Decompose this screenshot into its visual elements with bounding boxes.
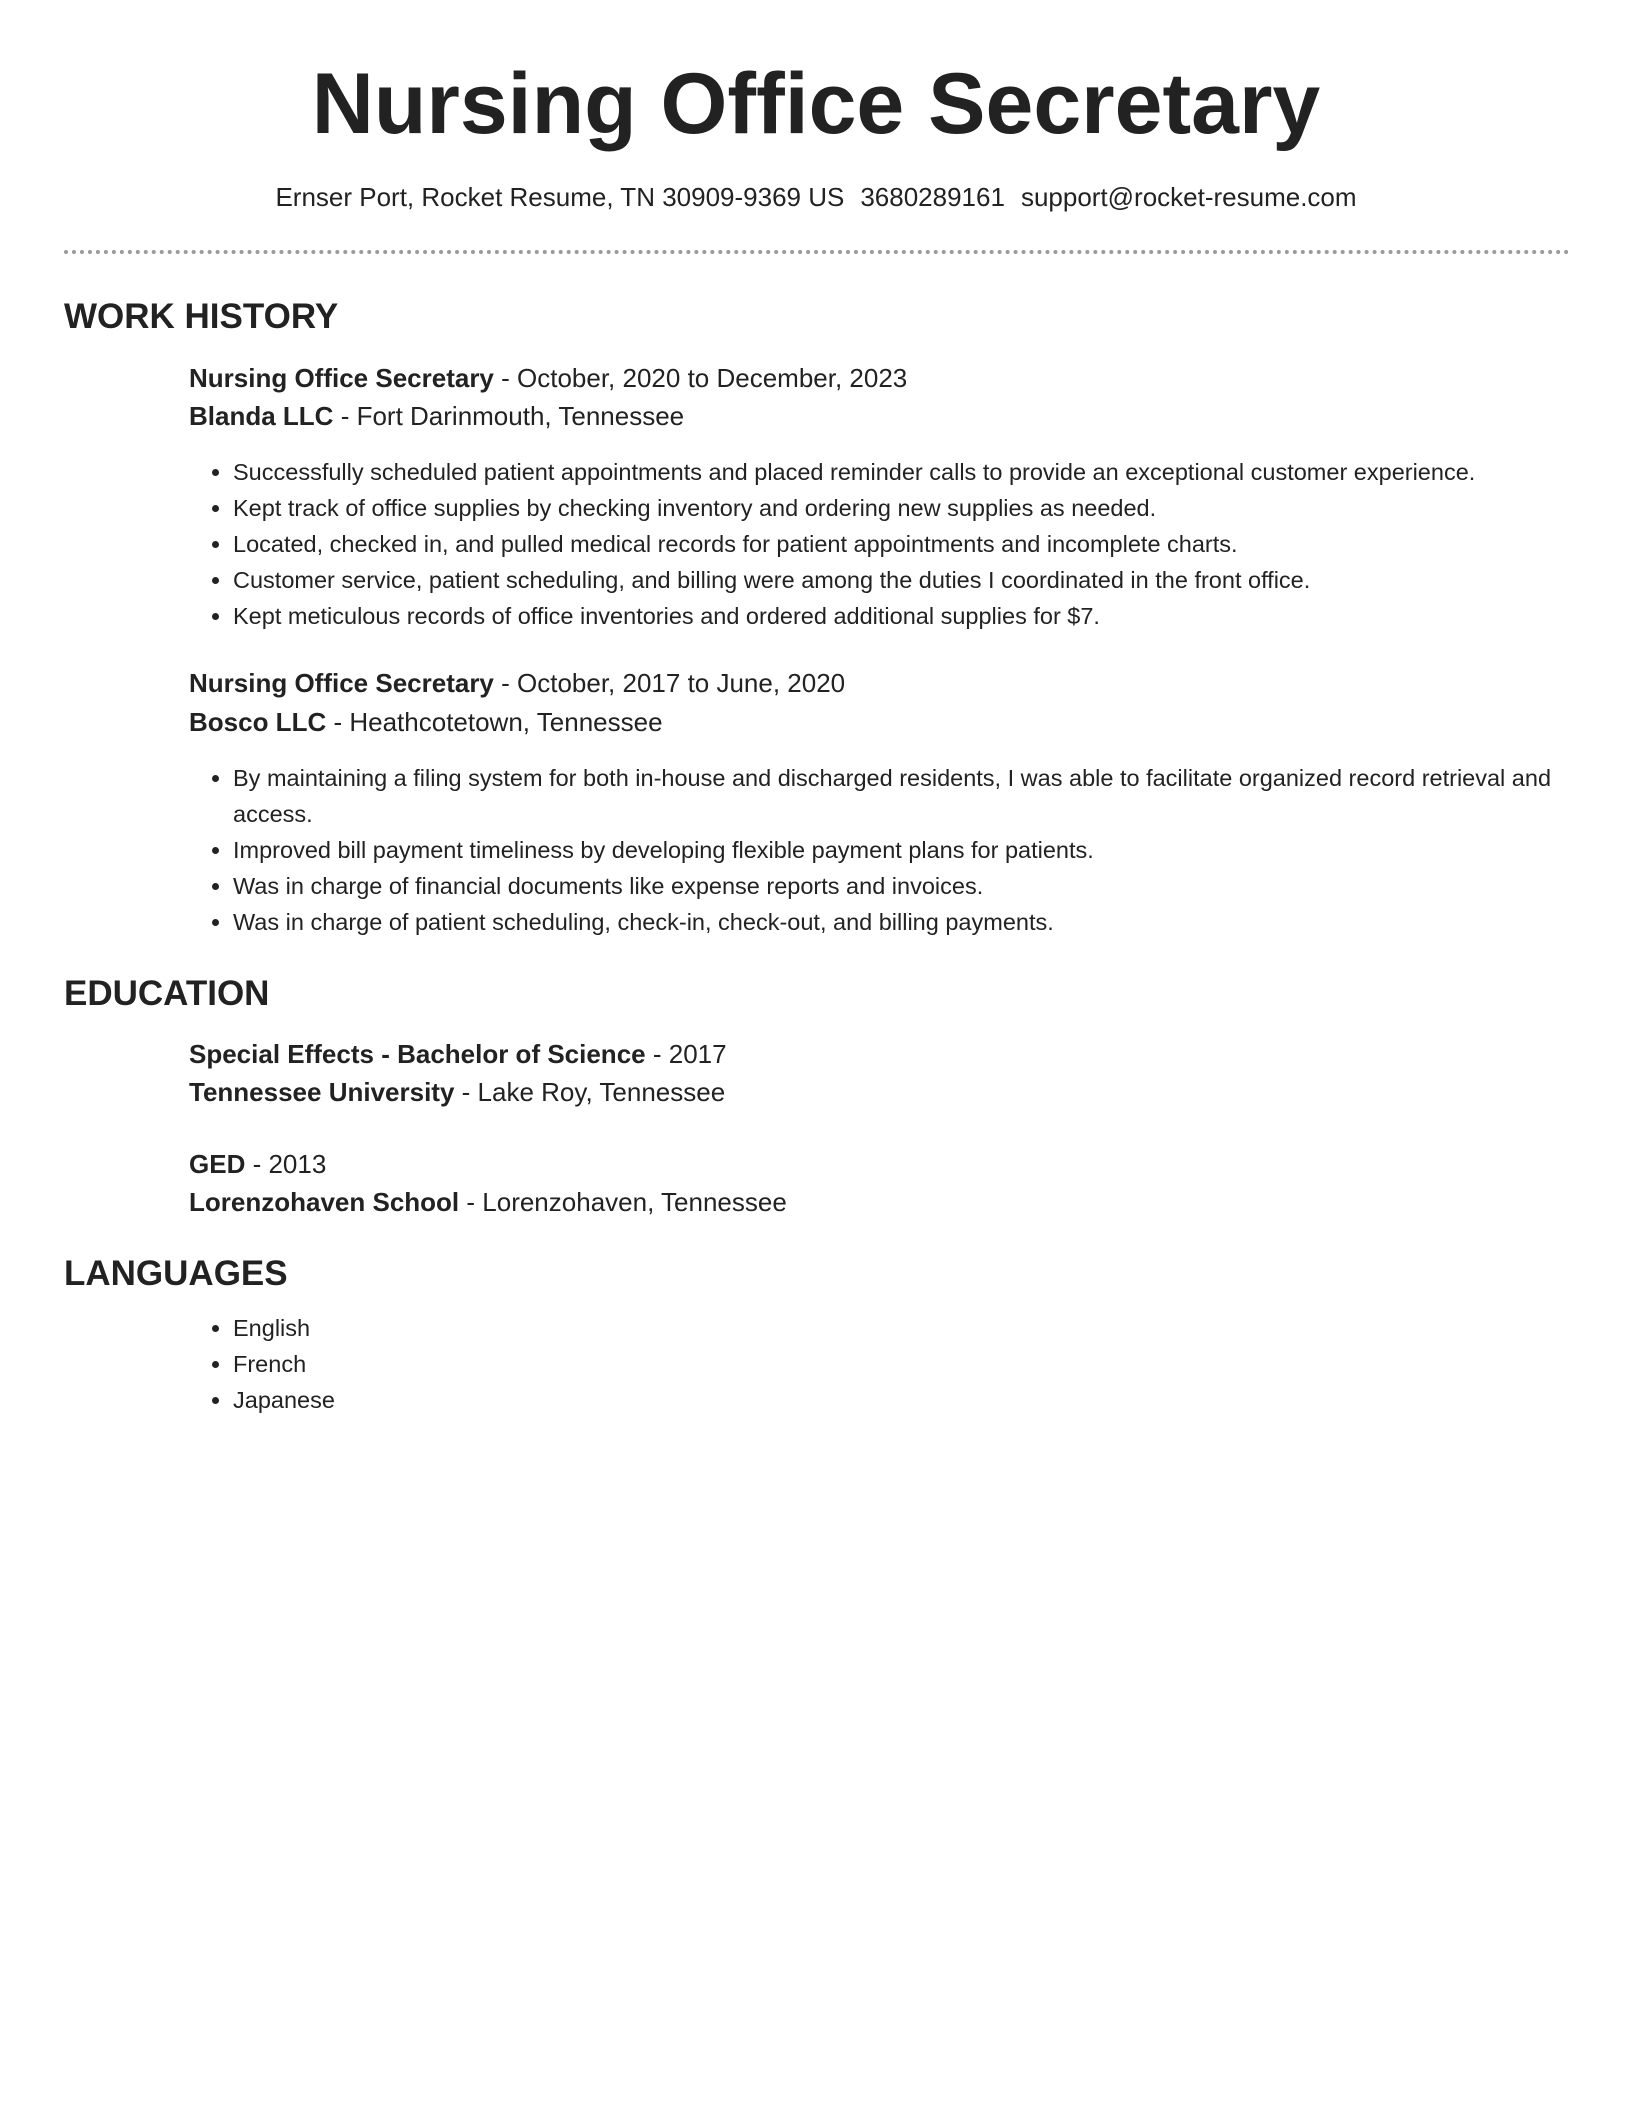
job-bullet-list [189, 760, 1623, 940]
section-title-languages: LANGUAGES [64, 1254, 288, 1293]
contact-line [0, 180, 1632, 214]
education-location: - Lake Roy, Tennessee [461, 1077, 726, 1107]
contact-email: support@rocket-resume.com [1020, 182, 1357, 212]
job-title-line [189, 666, 845, 700]
education-degree: GED [189, 1149, 246, 1179]
job-company-line [189, 399, 684, 433]
education-school: Lorenzohaven School [189, 1187, 460, 1217]
list-item: • French [233, 1346, 1623, 1382]
contact-address: Ernser Port, Rocket Resume, TN 30909-9369 US [275, 182, 845, 212]
list-item: • English [233, 1310, 1623, 1346]
education-degree-line [189, 1147, 326, 1181]
header-divider [64, 250, 1570, 254]
job-dates: - October, 2020 to December, 2023 [501, 363, 908, 393]
section-title-education: EDUCATION [64, 974, 270, 1013]
education-school: Tennessee University [189, 1077, 455, 1107]
job-location: - Fort Darinmouth, Tennessee [340, 401, 685, 431]
list-item: • Successfully scheduled patient appointments and placed reminder calls to provide an exceptional customer experience. [233, 454, 1623, 490]
list-item: • Was in charge of patient scheduling, check-in, check-out, and billing payments. [233, 904, 1623, 940]
job-title-line [189, 361, 907, 395]
job-location: - Heathcotetown, Tennessee [333, 707, 663, 737]
job-company: Bosco LLC [189, 707, 327, 737]
list-item: • Kept meticulous records of office inventories and ordered additional supplies for $7. [233, 598, 1623, 634]
languages-list [189, 1310, 1623, 1418]
job-company: Blanda LLC [189, 401, 334, 431]
education-degree: Special Effects - Bachelor of Science [189, 1039, 646, 1069]
contact-phone: 3680289161 [860, 182, 1005, 212]
education-degree-line [189, 1037, 727, 1071]
education-school-line [189, 1075, 725, 1109]
list-item: • Customer service, patient scheduling, and billing were among the duties I coordinated in the front office. [233, 562, 1623, 598]
job-bullet-list [189, 454, 1623, 634]
list-item: • Improved bill payment timeliness by developing flexible payment plans for patients. [233, 832, 1623, 868]
education-location: - Lorenzohaven, Tennessee [466, 1187, 787, 1217]
job-company-line [189, 705, 663, 739]
resume-name: Nursing Office Secretary [311, 56, 1321, 152]
list-item: • By maintaining a filing system for both in-house and discharged residents, I was able to facilitate organized record retrieval and access. [233, 760, 1623, 832]
job-position: Nursing Office Secretary [189, 668, 494, 698]
list-item: • Located, checked in, and pulled medical records for patient appointments and incomplete charts. [233, 526, 1623, 562]
education-year: - 2017 [652, 1039, 727, 1069]
education-school-line [189, 1185, 787, 1219]
section-title-work-history: WORK HISTORY [64, 297, 339, 336]
job-position: Nursing Office Secretary [189, 363, 494, 393]
list-item: • Japanese [233, 1382, 1623, 1418]
list-item: • Was in charge of financial documents like expense reports and invoices. [233, 868, 1623, 904]
list-item: • Kept track of office supplies by checking inventory and ordering new supplies as needed. [233, 490, 1623, 526]
job-dates: - October, 2017 to June, 2020 [501, 668, 846, 698]
education-year: - 2013 [252, 1149, 327, 1179]
